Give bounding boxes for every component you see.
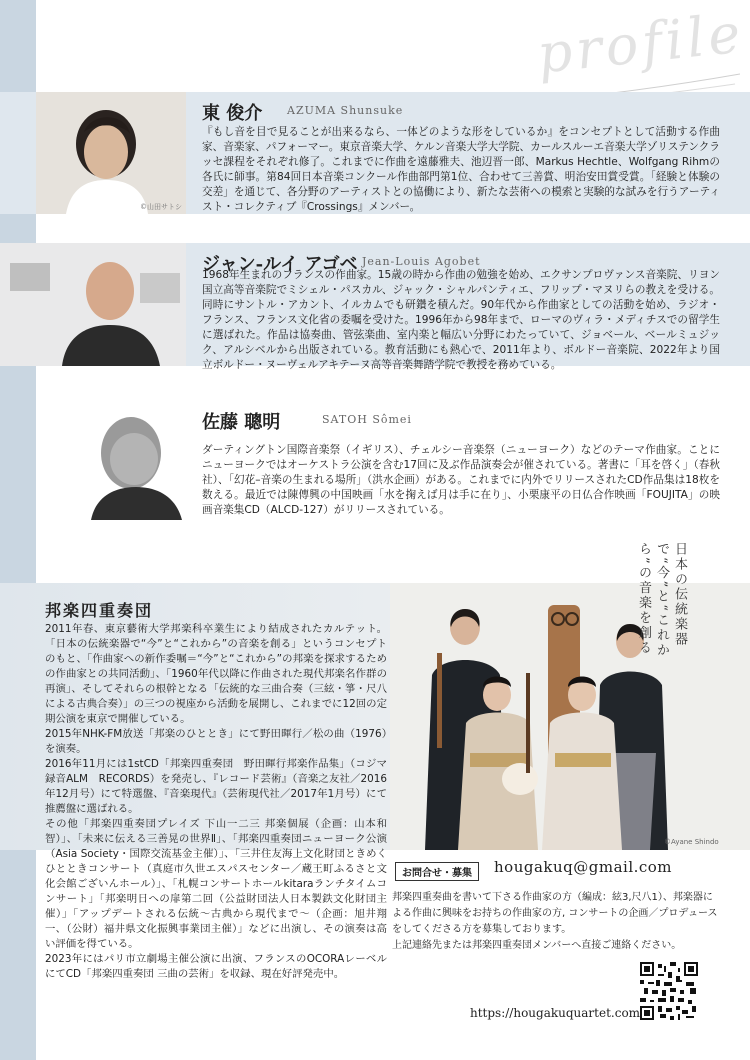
photo-credit-ensemble: ©Ayane Shindo: [664, 838, 719, 846]
composer-bio-agobet: 1968年生まれのフランスの作曲家。15歳の時から作曲の勉強を始め、エクサンプロヴァンス音楽院、リヨン国立高等音楽院でミシェル・パスカル、ジャック・シャルパンティエ、フリップ・マヌリらの教えを受ける。同時にサントル・アカント、イルカムでも研鑽を積んだ。90年代から作曲家としての活動を始め、ラジオ・フランス、フランス文化省の委嘱を受けた。1996年から98年まで、ローマのヴィラ・メディチスでの留学生に選ばれた。作品は協奏曲、管弦楽曲、室内楽と幅広い分野にわたっていて、ジョベール、ベールミュジック、アルシベルから出版されている。教育活動にも熱心で、2011年より、ボルドー音楽院、2022年より国立ボルドー・ヌーヴェルアキテーヌ高等音楽舞踏学院で教授を務めている。: [202, 269, 720, 371]
composer-latin-satoh: SATOH Sômei: [322, 413, 412, 426]
portrait-azuma: [36, 92, 186, 214]
contact-paragraph: 上記連絡先または邦楽四重奏団メンバーへ直接ご連絡ください。: [392, 940, 682, 951]
ensemble-paragraph: 2016年11月には1stCD「邦楽四重奏団 野田暉行邦楽作品集」（コジマ録音ALM RECORDS）を発売し、『レコード芸術』（音楽之友社／2016年12月号）にて特選盤、『音楽現代』（芸術現代社／2017年1月号）にて推薦盤に選ばれる。: [45, 758, 387, 815]
composer-latin-agobet: Jean-Louis Agobet: [362, 255, 481, 268]
ensemble-title: 邦楽四重奏団: [45, 601, 154, 620]
ensemble-paragraph: 2011年春、東京藝術大学邦楽科卒業生により結成されたカルテット。「日本の伝統楽器で“今”と“これから”の音楽を創る」というコンセプトのもと、「作曲家への新作委嘱＝“今”と“これから”の邦楽を探求するための作曲家との共同活動」、「1960年代以降に作曲された現代邦楽名作群の再演」、そしてそれらの根幹となる「伝統的な三曲合奏（三絃・箏・尺八による古典合奏）」の三つの視座から活動を展開し、これまでに12回の定期公演を東京で開催している。: [45, 623, 387, 725]
qr-code-icon[interactable]: [640, 962, 698, 1020]
contact-paragraph: 邦楽四重奏曲を書いて下さる作曲家の方（編成：絃3,尺八1）、邦楽器による作曲に興味をお持ちの作曲家の方, コンサートの企画／プロデュースをしてくださる方を募集しております。: [392, 892, 718, 935]
contact-description: [392, 890, 722, 954]
composer-bio-satoh: ダーティングトン国際音楽祭（イギリス）、チェルシー音楽祭（ニューヨーク）などのテーマ作曲家。ことにニューヨークではオーケストラ公演を含む17回に及ぶ作品演奏会が催されている。著書に「耳を啓く」（春秋社）、「幻花–音楽の生まれる場所」（洪水企画）がある。これまでに内外でリリースされたCD作品集は18枚を数える。最近では陳傳興の中国映画「水を掬えば月は手に在り」、小栗康平の日仏合作映画「FOUJITA」の映画音楽集CD（ALCD-127）がリリースされている。: [202, 444, 720, 516]
composer-name-satoh: 佐藤 聰明: [202, 412, 281, 433]
ensemble-description: [45, 622, 387, 982]
contact-email-link[interactable]: hougakuq@gmail.com: [494, 858, 673, 876]
website-link[interactable]: https://hougakuquartet.com: [470, 1006, 641, 1020]
vertical-tagline: 日本の伝統楽器で“今”と“これから”の音楽を創る: [636, 542, 687, 658]
ensemble-paragraph: 2023年にはパリ市立劇場主催公演に出演、フランスのOCORAレーベルにてCD「邦楽四重奏団 三曲の芸術」を収録、現在好評発売中。: [45, 953, 387, 980]
portrait-satoh: [36, 395, 186, 520]
profile-heading: profile: [533, 1, 747, 86]
ensemble-paragraph: その他「邦楽四重奏団プレイズ 下山一二三 邦楽個展（企画：山本和智）」、「未来に伝える三善晃の世界Ⅱ」、「邦楽四重奏団ニューヨーク公演（Asia Society・国際交流基金主催）」、「三井住友海上文化財団ときめくひとときコンサート（真庭市久世エスパスセンター／蔵王町ふるさと文化会館ございんホール）」、「札幌コンサートホールkitaraランチタイムコンサート」「邦楽明日への扉第二回（公益財団法人日本製鉄文化財団主催）」「アップデートされる伝統〜古典から現代まで〜（企画：旭井翔一、（公財）福井県文化振興事業団主催）」などに出演し、その演奏は高い評価を得ている。: [45, 818, 387, 950]
composer-latin-azuma: AZUMA Shunsuke: [287, 104, 404, 117]
photo-credit-azuma: ©山田サトシ: [140, 203, 182, 211]
contact-label: お問合せ・募集: [395, 862, 479, 881]
composer-bio-azuma: 『もし音を目で見ることが出来るなら、一体どのような形をしているか』をコンセプトとして活動する作曲家、音楽家、パフォーマー。東京音楽大学、ケルン音楽大学大学院、カールスルーエ音楽大学ゾリステンクラッセ課程をそれぞれ修了。これまでに作曲を遠藤雅夫、池辺晋一郎、Markus Hechtle、Wolfgang Rihmの各氏に師事。第84回日本音楽コンクール作曲部門第1位、合わせて三善賞、明治安田賞受賞。「経験と体験の交差」を通じて、各分野のアーティストとの協働により、新たな芸術への模索と実験的な試みを行うアーティスト・コレクティブ『Crossings』メンバー。: [202, 126, 720, 213]
portrait-agobet: [0, 243, 186, 366]
composer-name-agobet: ジャン-ルイ アゴベ: [202, 254, 358, 275]
ensemble-paragraph: 2015年NHK-FM放送「邦楽のひととき」にて野田暉行／松の曲（1976）を演奏。: [45, 728, 387, 755]
composer-name-azuma: 東 俊介: [202, 103, 263, 124]
